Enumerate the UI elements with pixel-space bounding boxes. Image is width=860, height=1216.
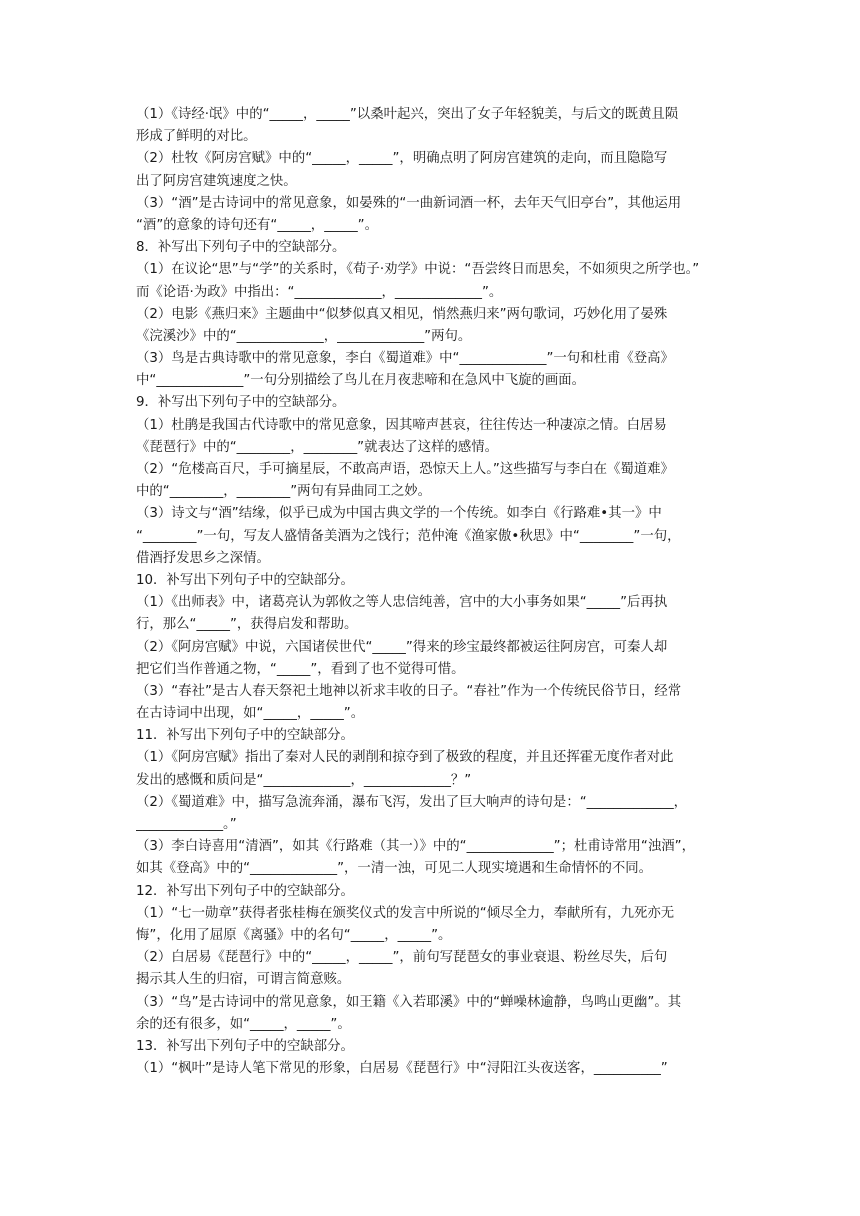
question-text-continuation: 把它们当作普通之物，“_____”，看到了也不觉得可惜。 bbox=[136, 661, 465, 677]
question-text-continuation: 如其《登高》中的“_____________”，一清一浊，可见二人现实境遇和生命情怀的不同。 bbox=[136, 861, 653, 877]
question-text-continuation: “酒”的意象的诗句还有“_____，_____”。 bbox=[136, 217, 378, 233]
question-item: （2）白居易《琵琶行》中的“_____，_____”，前句写琵琶女的事业衰退、粉丝尽失，后句 bbox=[136, 950, 668, 966]
question-item: （2）杜牧《阿房宫赋》中的“_____，_____”，明确点明了阿房宫建筑的走向，而且隐隐写 bbox=[136, 151, 668, 167]
question-title: 9．补写出下列句子中的空缺部分。 bbox=[136, 395, 346, 411]
question-item: （2）《蜀道难》中，描写急流奔涌，瀑布飞泻，发出了巨大响声的诗句是：“_____________， bbox=[136, 794, 688, 810]
question-title: 11．补写出下列句子中的空缺部分。 bbox=[136, 728, 354, 744]
question-title: 12．补写出下列句子中的空缺部分。 bbox=[136, 883, 354, 899]
question-text-continuation: 余的还有很多，如“_____，_____”。 bbox=[136, 1016, 351, 1032]
question-text-continuation: 在古诗词中出现，如“_____，_____”。 bbox=[136, 706, 365, 722]
question-item: （3）鸟是古典诗歌中的常见意象，李白《蜀道难》中“_____________”一句和杜甫《登高》 bbox=[136, 351, 674, 367]
document-page bbox=[136, 104, 732, 1080]
question-text-continuation: 揭示其人生的归宿，可谓言简意赅。 bbox=[136, 972, 351, 988]
question-item: （1）在议论“思”与“学”的关系时，《荀子·劝学》中说：“吾尝终日而思矣，不如须臾之所学也。” bbox=[136, 262, 700, 278]
question-item: （3）“鸟”是古诗词中的常见意象，如王籍《入若耶溪》中的“蝉噪林逾静，鸟鸣山更幽”。其 bbox=[136, 994, 682, 1010]
question-item: （3）诗文与“酒”结缘，似乎已成为中国古典文学的一个传统。如李白《行路难•其一》中 bbox=[136, 506, 662, 522]
question-text-continuation: 《浣溪沙》中的“_____________，_____________”两句。 bbox=[136, 328, 472, 344]
question-text-continuation: _____________。” bbox=[136, 817, 237, 832]
question-text-continuation: 中“_____________”一句分别描绘了鸟儿在月夜悲啼和在急风中飞旋的画面。 bbox=[136, 373, 586, 389]
question-text-continuation: 出了阿房宫建筑速度之快。 bbox=[136, 173, 297, 189]
question-item: （1）“七一勋章”获得者张桂梅在颁奖仪式的发言中所说的“倾尽全力，奉献所有，九死亦无 bbox=[136, 905, 675, 921]
question-text-continuation: 《琵琶行》中的“________，________”就表达了这样的感情。 bbox=[136, 439, 499, 455]
question-text-continuation: “________”一句，写友人盛情备美酒为之饯行；范仲淹《渔家傲•秋思》中“________”一句， bbox=[136, 528, 681, 544]
question-text-continuation: 悔”，化用了屈原《离骚》中的名句“_____，_____”。 bbox=[136, 927, 452, 943]
question-text-continuation: 发出的感慨和质问是“_____________，_____________？” bbox=[136, 772, 472, 788]
question-item: （3）“酒”是古诗词中的常见意象，如晏殊的“一曲新词酒一杯，去年天气旧亭台”，其他运用 bbox=[136, 195, 682, 211]
question-title: 13．补写出下列句子中的空缺部分。 bbox=[136, 1038, 354, 1054]
question-item: （3）李白诗喜用“清酒”，如其《行路难（其一）》中的“_____________”；杜甫诗常用“浊酒”， bbox=[136, 839, 695, 855]
question-title: 8．补写出下列句子中的空缺部分。 bbox=[136, 240, 346, 256]
question-item: （1）《阿房宫赋》指出了秦对人民的剥削和掠夺到了极致的程度，并且还挥霍无度作者对此 bbox=[136, 750, 674, 766]
question-item: （3）“春社”是古人春天祭祀土地神以祈求丰收的日子。“春社”作为一个传统民俗节日，经常 bbox=[136, 683, 682, 699]
question-text-continuation: 中的“________，________”两句有异曲同工之妙。 bbox=[136, 484, 432, 500]
question-text-continuation: 行，那么“_____”，获得启发和帮助。 bbox=[136, 617, 358, 633]
question-item: （1）《诗经·氓》中的“_____，_____”以桑叶起兴，突出了女子年轻貌美，与后文的既黄且陨 bbox=[136, 107, 679, 122]
question-item: （2）《阿房宫赋》中说，六国诸侯世代“_____”得来的珍宝最终都被运往阿房宫，可秦人却 bbox=[136, 639, 668, 655]
question-item: （1）杜鹃是我国古代诗歌中的常见意象，因其啼声甚哀，往往传达一种凄凉之情。白居易 bbox=[136, 417, 667, 433]
question-text-continuation: 形成了鲜明的对比。 bbox=[136, 129, 257, 145]
question-item: （2）电影《燕归来》主题曲中“似梦似真又相见，悄然燕归来”两句歌词，巧妙化用了晏殊 bbox=[136, 306, 668, 322]
question-title: 10．补写出下列句子中的空缺部分。 bbox=[136, 572, 354, 588]
question-item: （1）“枫叶”是诗人笔下常见的形象，白居易《琵琶行》中“浔阳江头夜送客，__________” bbox=[136, 1061, 668, 1077]
question-item: （1）《出师表》中，诸葛亮认为郭攸之等人忠信纯善，宫中的大小事务如果“_____”后再执 bbox=[136, 595, 668, 611]
question-text-continuation: 而《论语·为政》中指出：“_____________，_____________”。 bbox=[136, 284, 503, 300]
question-text-continuation: 借酒抒发思乡之深情。 bbox=[136, 550, 270, 566]
question-item: （2）“危楼高百尺，手可摘星辰，不敢高声语，恐惊天上人。”这些描写与李白在《蜀道难》 bbox=[136, 462, 674, 477]
